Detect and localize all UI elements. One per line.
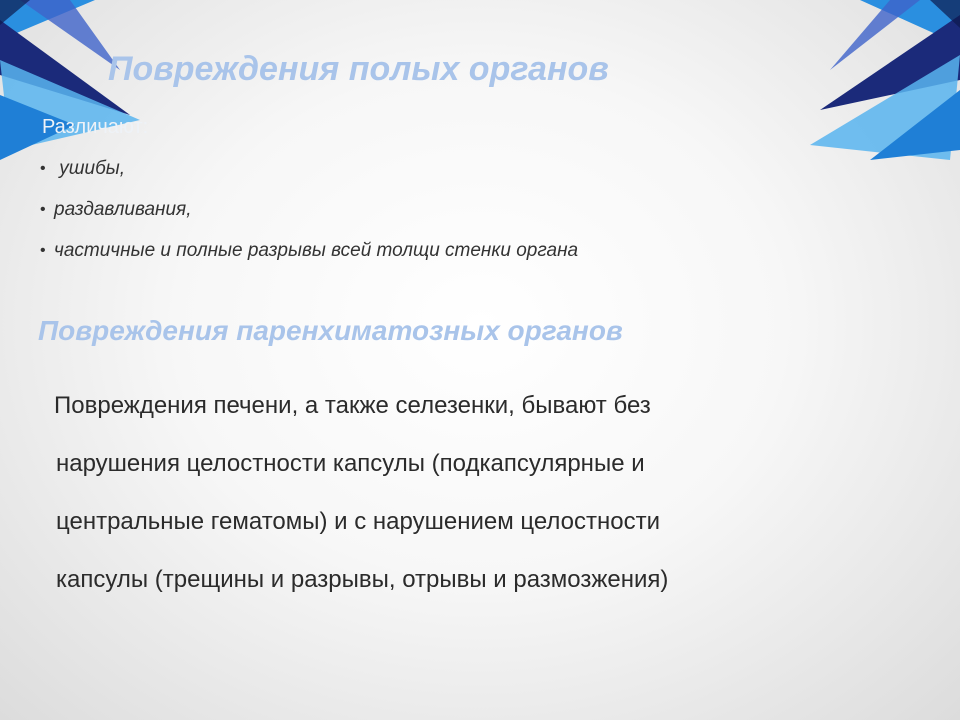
paragraph-line: нарушения целостности капсулы (подкапсулярные и [56, 450, 645, 477]
paragraph-line: Повреждения печени, а также селезенки, бывают без [54, 392, 651, 419]
list-item: • ушибы, [40, 152, 578, 193]
bullet-list [40, 152, 578, 275]
heading-hollow-organs: Повреждения полых органов [108, 50, 609, 88]
bullet-icon: • [40, 201, 46, 218]
decorative-shards-right [800, 0, 960, 170]
body-paragraph [56, 380, 856, 612]
bullet-icon: • [40, 242, 46, 259]
intro-label: Различают: [42, 116, 149, 138]
paragraph-line: центральные гематомы) и с нарушением целостности [56, 508, 661, 535]
bullet-icon: • [40, 160, 46, 177]
heading-parenchymal-organs: Повреждения паренхиматозных органов [38, 315, 623, 346]
list-item: • раздавливания, [40, 193, 578, 234]
list-item: • частичные и полные разрывы всей толщи стенки органа [40, 234, 578, 275]
paragraph-line: капсулы (трещины и разрывы, отрывы и размозжения) [56, 566, 669, 593]
